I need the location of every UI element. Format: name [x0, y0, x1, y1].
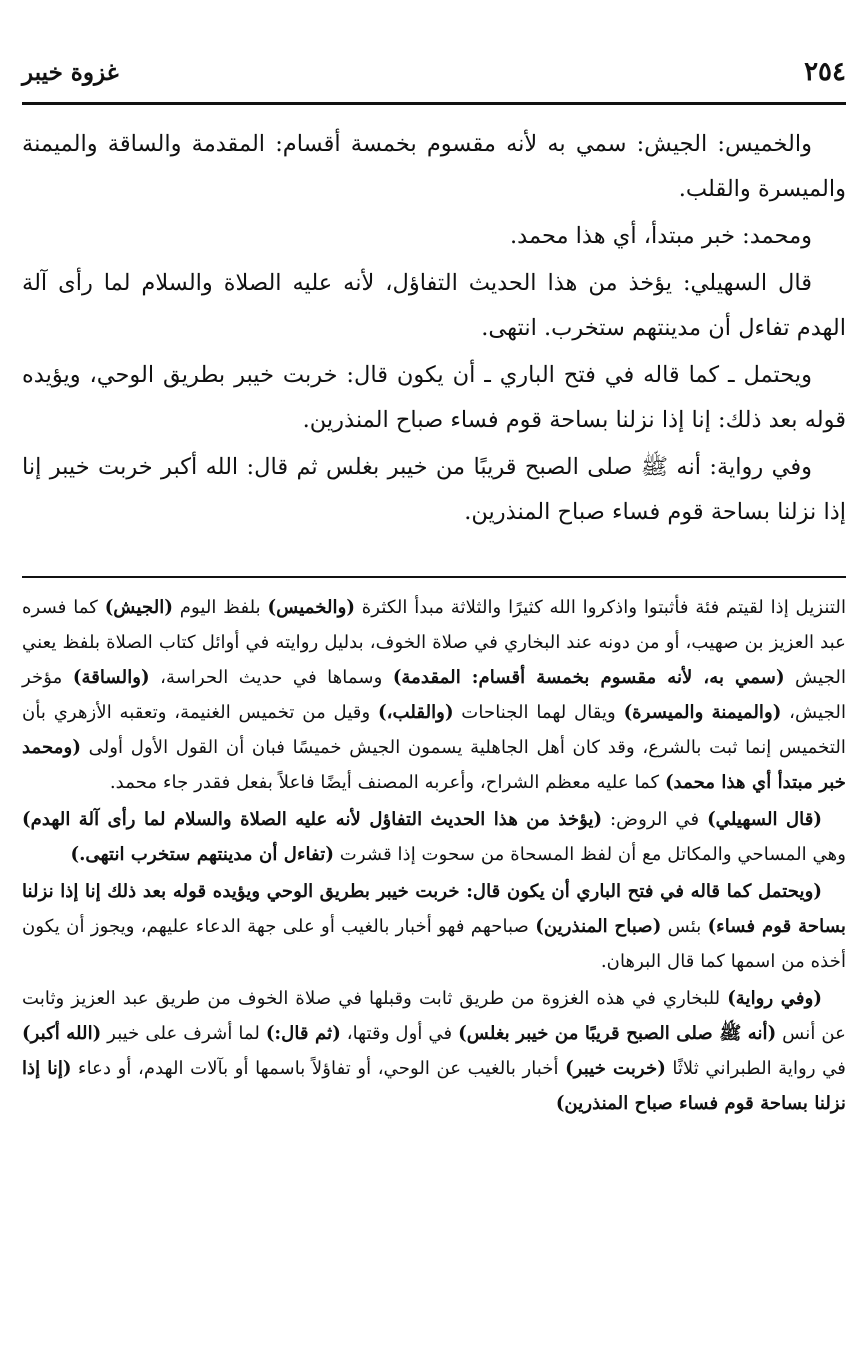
commentary-text: ويقال لهما الجناحات [453, 702, 624, 723]
quoted-lemma: (الله أكبر) [22, 1023, 102, 1044]
quoted-lemma: (يؤخذ من هذا الحديث التفاؤل لأنه عليه الصلاة والسلام لما رأى آلة الهدم) [22, 809, 603, 830]
page-number: ٢٥٤ [804, 57, 846, 87]
commentary-text: وهي المساحي والمكاتل مع أن لفظ المسحاة من سحوت إذا قشرت [333, 844, 846, 865]
commentary-text: بلفظ اليوم [172, 597, 268, 618]
running-title: غزوة خيبر [22, 58, 119, 86]
quoted-lemma: (ثم قال:) [265, 1023, 341, 1044]
main-paragraph: وفي رواية: أنه ﷺ صلى الصبح قريبًا من خيبر بغلس ثم قال: الله أكبر خربت خيبر إنا إذا نزلنا بساحة قوم فساء صباح المنذرين. [22, 454, 846, 525]
quoted-lemma: (إنا إذا نزلنا بساحة قوم فساء صباح المنذرين) [22, 1058, 846, 1114]
commentary-text: للبخاري في هذه الغزوة من طريق ثابت وقبلها في صلاة الخوف من طريق عبد العزيز وثابت عن أنس [22, 988, 847, 1044]
commentary-text: كما فسره عبد العزيز بن صهيب، أو من دونه عند البخاري في صلاة الخوف، بدليل روايته في أوائل كتاب الصلاة بلفظ يعني الجيش [22, 597, 847, 688]
commentary-text: في الروض: [602, 809, 708, 830]
quoted-lemma: (والقلب،) [378, 702, 454, 723]
commentary-text: في أول وقتها، [340, 1023, 459, 1044]
commentary-text: بئس [661, 916, 708, 937]
page-header [22, 52, 846, 92]
main-paragraph: قال السهيلي: يؤخذ من هذا الحديث التفاؤل، لأنه عليه الصلاة والسلام لما رأى آلة الهدم تفاءل أن مدينتهم ستخرب. انتهى. [22, 270, 846, 341]
quoted-lemma: (سمي به، لأنه مقسوم بخمسة أقسام: المقدمة) [392, 667, 785, 688]
quoted-lemma: (والخميس) [267, 597, 356, 618]
commentary-paragraph [22, 590, 846, 800]
commentary-paragraph [22, 802, 846, 872]
commentary-paragraph [22, 981, 846, 1121]
commentary-text: مؤخر الجيش، [22, 667, 847, 723]
quoted-lemma: (ومحمد خبر مبتدأ أي هذا محمد) [22, 737, 846, 793]
main-paragraph: ومحمد: خبر مبتدأ، أي هذا محمد. [509, 223, 812, 249]
main-paragraph: والخميس: الجيش: سمي به لأنه مقسوم بخمسة أقسام: المقدمة والساقة والميمنة والميسرة والقلب. [22, 131, 846, 202]
commentary-text: وسماها في حديث الحراسة، [149, 667, 393, 688]
quoted-lemma: (والميمنة والميسرة) [623, 702, 782, 723]
commentary [22, 590, 846, 1123]
commentary-text: لما أشرف على خيبر [101, 1023, 266, 1044]
quoted-lemma: (تفاءل أن مدينتهم ستخرب انتهى.) [70, 844, 334, 865]
commentary-text: صباحهم فهو أخبار بالغيب أو على جهة الدعاء عليهم، ويجوز أن يكون أخذه من اسمها كما قال البرهان. [22, 916, 846, 972]
commentary-text: أخبار بالغيب عن الوحي، أو تفاؤلاً باسمها أو بآلات الهدم، أو دعاء [71, 1058, 566, 1079]
quoted-lemma: (والساقة) [72, 667, 150, 688]
quoted-lemma: (ويحتمل كما قاله في فتح الباري أن يكون قال: خربت خيبر بطريق الوحي ويؤيده قوله بعد ذلك إنا إذا نزلنا بساحة قوم فساء) [22, 881, 846, 937]
commentary-text: التنزيل إذا لقيتم فئة فأثبتوا واذكروا الله كثيرًا والثلاثة مبدأ الكثرة [355, 597, 846, 618]
quoted-lemma: (قال السهيلي) [707, 809, 823, 830]
commentary-separator [22, 576, 846, 578]
quoted-lemma: (وفي رواية) [727, 988, 822, 1009]
header-rule [22, 102, 846, 105]
main-text [22, 122, 846, 537]
commentary-text: في رواية الطبراني ثلاثًا [665, 1058, 846, 1079]
commentary-text: كما عليه معظم الشراح، وأعربه المصنف أيضًا فاعلاً بفعل فقدر جاء محمد. [109, 772, 665, 793]
quoted-lemma: (خربت خيبر) [565, 1058, 666, 1079]
quoted-lemma: (صباح المنذرين) [535, 916, 662, 937]
quoted-lemma: (أنه ﷺ صلى الصبح قريبًا من خيبر بغلس) [458, 1023, 777, 1044]
commentary-paragraph [22, 874, 846, 979]
quoted-lemma: (الجيش) [104, 597, 173, 618]
main-paragraph: ويحتمل ـ كما قاله في فتح الباري ـ أن يكون قال: خربت خيبر بطريق الوحي، ويؤيده قوله بعد ذلك: إنا إذا نزلنا بساحة قوم فساء صباح المنذرين. [22, 362, 846, 433]
commentary-text: وقيل من تخميس الغنيمة، وتعقبه الأزهري بأن التخميس إنما ثبت بالشرع، وقد كان أهل الجاهلية يسمون الجيش خميسًا فبان أن القول الأول أولى [22, 702, 846, 758]
